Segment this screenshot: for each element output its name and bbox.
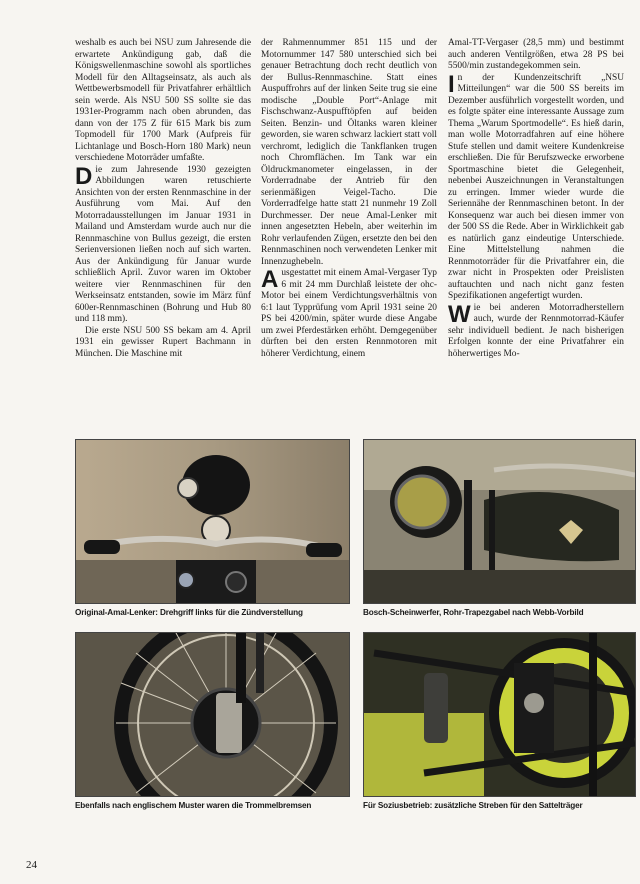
photo-drum-brake [75,632,350,797]
paragraph: Die erste NSU 500 SS bekam am 4. April 1931 ein gewisser Rupert Bachmann in München. Die Maschine mit [75,325,251,359]
paragraph-text: ie zum Jahresende 1930 gezeigten Abbildungen waren retuschierte Ansichten von der ersten Rennmaschine in der Ausführung vom Mai. Auf den Motorradausstellungen im Januar 1931 in Mailand und Amsterdam wurde auch nur die Rennmaschine von Bullus gezeigt, die ersten Serienversionen ließen noch auf sich warten. Aus der Ankündigung für Januar wurde schließlich April. Zuvor waren im Oktober weitere vier Rennmaschinen für den Werkseinsatz entstanden, sowie im März fünf 600er-Rennmaschinen (Bohrung und Hub 80 und 118 mm). [75,164,251,324]
drop-cap: I [448,70,455,98]
paragraph [448,70,624,303]
paragraph: der Rahmennummer 851 115 und der Motornummer 147 580 unterschied sich bei genauer Betrachtung doch recht deutlich von der Bullus-Rennmaschine. Statt eines Auspuffrohrs auf der linken Seite trug sie eine modische „Double Port“-Anlage mit Fischschwanz-Auspufftöpfen auf beiden Seiten. Benzin- und Öltanks waren kleiner geworden, sie waren schwarz lackiert statt voll verchromt, lediglich die Tankflanken trugen noch Chromflächen. Im Tank war ein Öldruckmanometer eingelassen, in der Vorderradnabe der Antrieb für den serienmäßigen Veigel-Tacho. Die Vorderradfelge hatte statt 21 nunmehr 19 Zoll Durchmesser. Der neue Amal-Lenker mit innen angesetzten Hebeln, aber weiterhin im Rohr verlaufenden Zügen, ersetzte den bei den Rennmaschinen noch verwendeten Lenker mit Innenzughebeln. [261,38,437,267]
text-column-1 [75,38,251,360]
text-column-2 [261,38,437,360]
paragraph-text: ie bei anderen Motorradherstellern auch, wurde der Rennmotorrad-Käufer sehr individuell bedient. Je nach bisherigen Erfolgen konnte der eine Privatfahrer ein höherwertiges Mo- [448,302,624,359]
photo-caption: Original-Amal-Lenker: Drehgriff links für die Zündverstellung [75,608,303,617]
photo-handlebar [75,439,350,604]
paragraph [75,162,251,326]
text-column-3 [448,38,624,360]
paragraph: Amal-TT-Vergaser (28,5 mm) und bestimmt auch anderen Ventilgrößen, etwa 28 PS bei 5500/min zustandegekommen sein. [448,38,624,71]
drop-cap: W [448,300,471,328]
page-number: 24 [26,859,37,871]
paragraph-text: n der Kundenzeitschrift „NSU Mitteilungen“ war die 500 SS bereits im Dezember ausführlich vorgestellt worden, und es folgte später eine interessante Aussage zum Thema „Warum Sportmodelle“. Es hieß darin, man wolle Motorradfahren auf eine höhere Stufe stellen und damit weitere Kundenkreise erschließen. Die für Berufszwecke erworbene Sportmaschine bietet die Gelegenheit, nebenbei Auszeichnungen in Veranstaltungen zu erringen. Immer wieder wurde die Seriennähe der Rennmaschinen betont. In der Konsequenz war auch bei diesen immer von der 500 SS die Rede. Aber in Wirklichkeit gab es natürlich ganz eindeutige Unterschiede. Eine Mittelstellung nahmen die Rennmotorräder für die Privatfahrer ein, die zwar nicht in Prospekten oder Preislisten auftauchten und nach nicht ganz festen Spezifikationen angefertigt wurden. [448,72,624,301]
paragraph: weshalb es auch bei NSU zum Jahresende die erwartete Ankündigung gab, daß die Königswellenmaschine sowohl als sportliches Modell für den Alltagseinsatz, als auch als Wettbewerbsmodell für Privatfahrer erhältlich sein werde. Als NSU 500 SS sollte sie das 1931er-Programm nach oben abrunden, das dann von der 175 Z für 615 Mark bis zum Topmodell für 1700 Mark (Aufpreis für Lichtanlage und Bosch-Horn 180 Mark) neun verschiedene Motorräder umfaßte. [75,38,251,163]
paragraph [448,300,624,361]
drop-cap: A [261,266,279,293]
photo-caption: Ebenfalls nach englischem Muster waren die Trommelbremsen [75,801,312,810]
photo-caption: Bosch-Scheinwerfer, Rohr-Trapezgabel nach Webb-Vorbild [363,608,584,617]
photo-headlamp [363,439,636,604]
paragraph [261,268,437,360]
photo-pillion-struts [363,632,636,797]
photo-caption: Für Soziusbetrieb: zusätzliche Streben für den Sattelträger [363,801,583,810]
drop-cap: D [75,162,93,190]
paragraph-text: usgestattet mit einem Amal-Vergaser Typ 6 mit 24 mm Durchlaß leistete der ohc-Motor bei einem Verdichtungsverhältnis von 6:1 laut Typprüfung vom April 1931 seine 20 PS bei 4200/min, später wurde diese Angabe um zwei Pferdestärken erhöht. Demgegenüber dürften bei den ersten Rennmotoren mit höherer Verdichtung, einem [261,268,437,359]
